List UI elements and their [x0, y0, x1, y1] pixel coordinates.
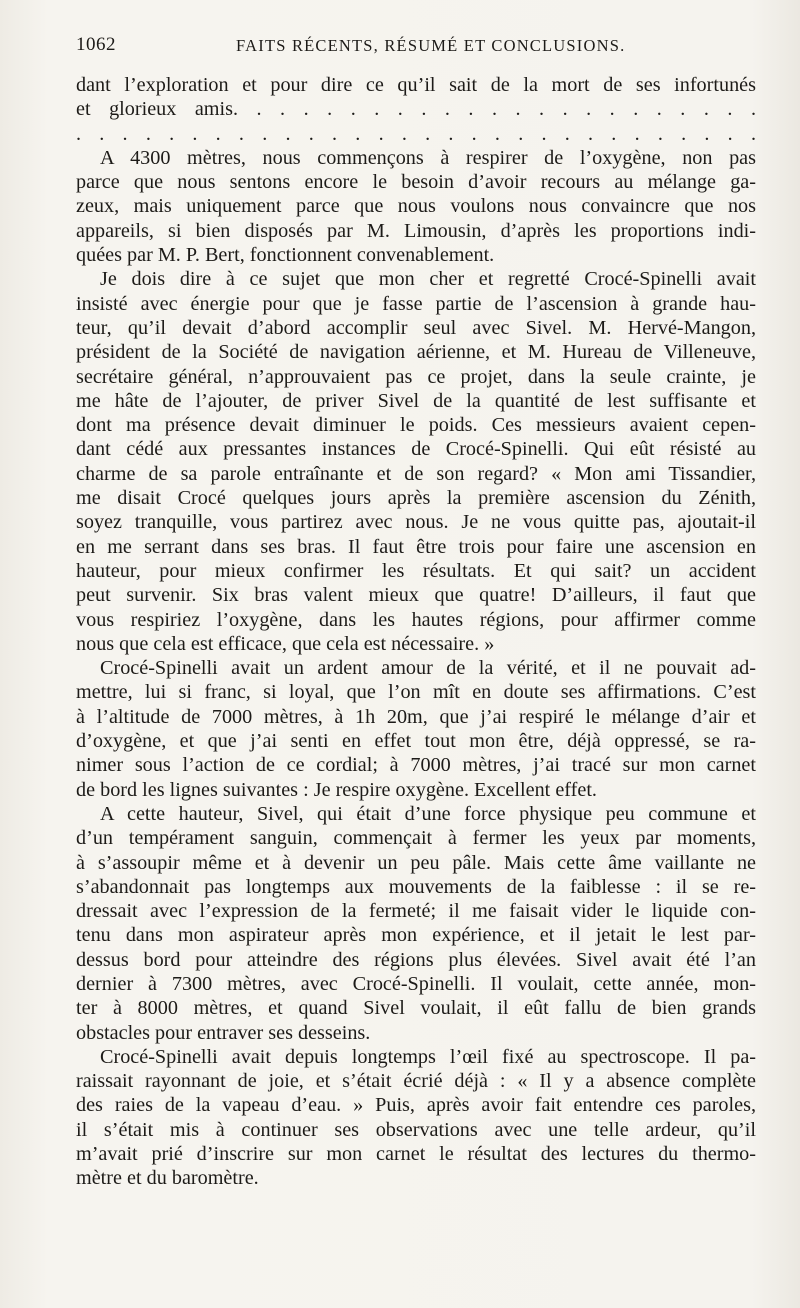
- text-line: dant l’exploration et pour dire ce qu’il sait de la mort de ses infortunés: [76, 74, 756, 96]
- text-line: il s’était mis à continuer ses observations avec une telle ardeur, qu’il: [76, 1118, 756, 1141]
- text-line: mètre et du baromètre.: [76, 1167, 259, 1190]
- text-line: et glorieux amis. . . . . . . . . . . . . . . . . . . . . . .: [76, 98, 756, 121]
- text-line: nimer sous l’action de ce cordial; à 7000 mètres, j’ai tracé sur mon carnet: [76, 754, 756, 777]
- text-line: quées par M. P. Bert, fonctionnent convenablement.: [76, 244, 495, 267]
- page-header: [76, 34, 756, 62]
- text-line: dernier à 7300 mètres, avec Crocé-Spinelli. Il voulait, cette année, mon-: [76, 972, 756, 995]
- text-line: à l’altitude de 7000 mètres, à 1h 20m, que j’ai respiré le mélange d’air et: [76, 705, 756, 728]
- text-line: teur, qu’il devait d’abord accomplir seul avec Sivel. M. Hervé-Mangon,: [76, 316, 756, 339]
- text-line: dant cédé aux pressantes instances de Crocé-Spinelli. Qui eût résisté au: [76, 438, 756, 461]
- text-line: secrétaire général, n’approuvaient pas ce projet, dans la seule crainte, je: [76, 365, 756, 388]
- text-line: me hâte de l’ajouter, de priver Sivel de la quantité de lest suffisante et: [76, 389, 756, 412]
- text-line: me disait Crocé quelques jours après la première ascension du Zénith,: [76, 487, 756, 510]
- text-line: vous respiriez l’oxygène, dans les hautes régions, pour affirmer comme: [76, 608, 756, 631]
- text-line: mettre, lui si franc, si loyal, que l’on mît en doute ses affirmations. C’est: [76, 681, 756, 704]
- text-line: Crocé-Spinelli avait depuis longtemps l’œil fixé au spectroscope. Il pa-: [100, 1045, 756, 1068]
- text-line: d’oxygène, et que j’ai senti en effet tout mon être, déjà oppressé, se ra-: [76, 730, 756, 753]
- page-number: 1062: [76, 34, 116, 55]
- text-line: Je dois dire à ce sujet que mon cher et regretté Crocé-Spinelli avait: [100, 268, 756, 291]
- text-line: dressait avec l’expression de la fermeté; il me faisait vider le liquide con-: [76, 900, 756, 923]
- text-line: A cette hauteur, Sivel, qui était d’une force physique peu commune et: [100, 802, 756, 825]
- text-line: raissait rayonnant de joie, et s’était écrié déjà : « Il y a absence complète: [76, 1070, 756, 1093]
- text-line: peut survenir. Six bras valent mieux que quatre! D’ailleurs, il faut que: [76, 584, 756, 607]
- body-text: [76, 73, 756, 1191]
- text-line: appareils, si bien disposés par M. Limousin, d’après les proportions indi-: [76, 219, 756, 242]
- text-line: m’avait prié d’inscrire sur mon carnet le résultat des lectures du thermo-: [76, 1143, 756, 1166]
- text-line: de bord les lignes suivantes : Je respire oxygène. Excellent effet.: [76, 778, 597, 801]
- text-line: charme de sa parole entraînante et de son regard? « Mon ami Tissandier,: [76, 462, 756, 485]
- text-line: insisté avec énergie pour que je fasse partie de l’ascension à grande hau-: [76, 292, 756, 315]
- text-line: tenu dans mon aspirateur après mon expérience, et il jetait le lest par-: [76, 924, 756, 947]
- text-line: nous que cela est efficace, que cela est nécessaire. »: [76, 632, 495, 655]
- text-line: A 4300 mètres, nous commençons à respirer de l’oxygène, non pas: [100, 146, 756, 169]
- text-line: zeux, mais uniquement parce que nous voulons nous convaincre que nos: [76, 195, 756, 218]
- text-line: dont ma présence devait diminuer le poids. Ces messieurs avaient cepen-: [76, 414, 756, 437]
- running-head: FAITS RÉCENTS, RÉSUMÉ ET CONCLUSIONS.: [236, 36, 626, 55]
- text-line: président de la Société de navigation aérienne, et M. Hureau de Villeneuve,: [76, 341, 756, 364]
- text-line: . . . . . . . . . . . . . . . . . . . . . . . . . . . . . .: [76, 122, 756, 145]
- text-line: des raies de la vapeau d’eau. » Puis, après avoir fait entendre ces paroles,: [76, 1094, 756, 1117]
- text-line: soyez tranquille, vous partirez avec nous. Je ne vous quitte pas, ajoutait-il: [76, 511, 756, 534]
- text-line: obstacles pour entraver ses desseins.: [76, 1021, 371, 1044]
- text-line: parce que nous sentons encore le besoin d’avoir recours au mélange ga-: [76, 171, 756, 194]
- text-line: à s’assoupir même et à devenir un peu pâle. Mais cette âme vaillante ne: [76, 851, 756, 874]
- text-line: en me serrant dans ses bras. Il faut être trois pour faire une ascension en: [76, 535, 756, 558]
- text-line: d’un tempérament sanguin, commençait à fermer les yeux par moments,: [76, 827, 756, 850]
- text-line: ter à 8000 mètres, et quand Sivel voulait, il eût fallu de bien grands: [76, 997, 756, 1020]
- text-line: dessus bord pour atteindre des régions plus élevées. Sivel avait été l’an: [76, 948, 756, 971]
- text-line: Crocé-Spinelli avait un ardent amour de la vérité, et il ne pouvait ad-: [100, 657, 756, 680]
- text-line: s’abandonnait pas longtemps aux mouvements de la faiblesse : il se re-: [76, 875, 756, 898]
- text-line: hauteur, pour mieux confirmer les résultats. Et qui sait? un accident: [76, 559, 756, 582]
